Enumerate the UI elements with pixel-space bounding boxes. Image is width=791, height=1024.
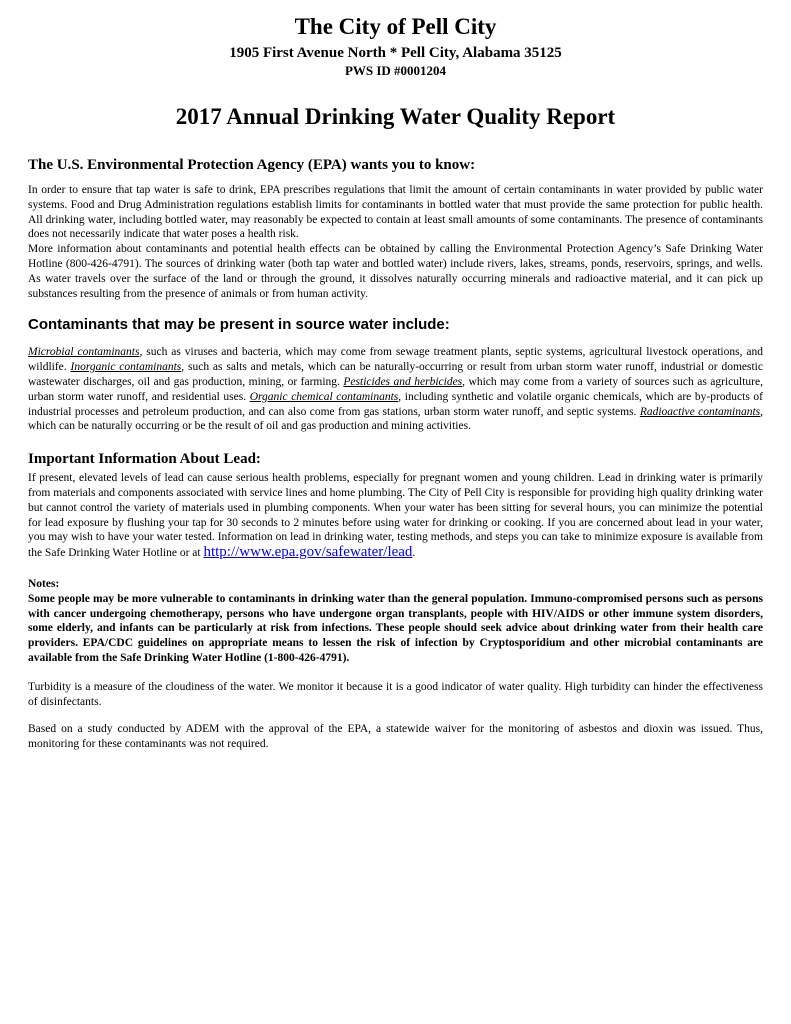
lead-paragraph — [28, 471, 763, 561]
report-page — [28, 14, 763, 752]
epa-paragraph-2: More information about contaminants and potential health effects can be obtained by calling the Environmental Protection Agency’s Safe Drinking Water Hotline (800-426-4791). The sources of drinking water (both tap water and bottled water) include rivers, lakes, streams, ponds, reservoirs, springs, and wells. As water travels over the surface of the land or through the ground, it dissolves naturally occurring minerals and radioactive material, and it can pick up substances resulting from the presence of animals or from human activity. — [28, 243, 763, 300]
epa-lead-link[interactable]: http://www.epa.gov/safewater/lead — [203, 544, 413, 561]
pws-id: PWS ID #0001204 — [344, 63, 447, 78]
organic-term: Organic chemical contaminants — [249, 390, 399, 403]
contaminants-heading: Contaminants that may be present in source water include: — [28, 316, 450, 334]
epa-heading: The U.S. Environmental Protection Agency (EPA) wants you to know: — [28, 157, 476, 173]
city-title: The City of Pell City — [294, 14, 497, 39]
organic-text: , including synthetic and volatile organic chemicals, which are by-products of industrial processes and petroleum production, and can also come from gas stations, urban storm water runoff, and septic systems. — [28, 390, 763, 418]
report-title: 2017 Annual Drinking Water Quality Report — [175, 104, 616, 129]
microbial-text: , such as viruses and bacteria, which may come from sewage treatment plants, septic systems, agricultural livestock operations, and wildlife. — [28, 346, 763, 374]
pesticides-text: , which may come from a variety of sources such as agriculture, urban storm water runoff, and residential uses. — [28, 375, 763, 403]
contaminants-paragraph — [28, 345, 763, 434]
adem-waiver-paragraph: Based on a study conducted by ADEM with the approval of the EPA, a statewide waiver for the monitoring of asbestos and dioxin was issued. Thus, monitoring for these contaminants was not required. — [28, 723, 763, 751]
epa-paragraph-1: In order to ensure that tap water is safe to drink, EPA prescribes regulations that limit the amount of certain contaminants in water provided by public water systems. Food and Drug Administration regulations establish limits for contaminants in bottled water that must provide the same protection for public health. All drinking water, including bottled water, may reasonably be expected to contain at least small amounts of some contaminants. The presence of contaminants does not necessarily indicate that water poses a health risk. — [28, 184, 763, 241]
city-address: 1905 First Avenue North * Pell City, Alabama 35125 — [229, 45, 562, 61]
radioactive-term: Radioactive contaminants — [639, 405, 761, 418]
turbidity-paragraph: Turbidity is a measure of the cloudiness of the water. We monitor it because it is a good indicator of water quality. High turbidity can hinder the effectiveness of disinfectants. — [28, 680, 763, 708]
lead-heading: Important Information About Lead: — [28, 451, 261, 468]
lead-after-link: . — [412, 547, 416, 560]
vulnerable-notice: Some people may be more vulnerable to contaminants in drinking water than the general population. Immuno-compromised persons such as persons with cancer undergoing chemotherapy, persons who have undergone organ transplants, people with HIV/AIDS or other immune system disorders, some elderly, and infants can be particularly at risk from infections. These people should seek advice about drinking water from their health care providers. EPA/CDC guidelines on appropriate means to lessen the risk of infection by Cryptosporidium and other microbial contaminants are available from the Safe Drinking Water Hotline (1-800-426-4791). — [28, 592, 763, 664]
radioactive-text: , which can be naturally occurring or be the result of oil and gas production and mining activities. — [28, 405, 763, 433]
inorganic-term: Inorganic contaminants — [70, 361, 182, 374]
microbial-term: Microbial contaminants — [28, 346, 140, 359]
pesticides-term: Pesticides and herbicides — [343, 375, 463, 388]
notes-label: Notes: — [28, 577, 60, 590]
lead-text: If present, elevated levels of lead can cause serious health problems, especially for pregnant women and young children. Lead in drinking water is primarily from materials and components associated with service lines and home plumbing. The City of Pell City is responsible for providing high quality drinking water but cannot control the variety of materials used in plumbing components. When your water has been sitting for several hours, you can minimize the potential for lead exposure by flushing your tap for 30 seconds to 2 minutes before using water for drinking or cooking. If you are concerned about lead in your water, you may wish to have your water tested. Information on lead in drinking water, testing methods, and steps you can take to minimize exposure is available from the Safe Drinking Water Hotline or at — [28, 472, 763, 560]
inorganic-text: , such as salts and metals, which can be naturally-occurring or result from urban storm water runoff, industrial or domestic wastewater discharges, oil and gas production, mining, or farming. — [28, 361, 763, 388]
